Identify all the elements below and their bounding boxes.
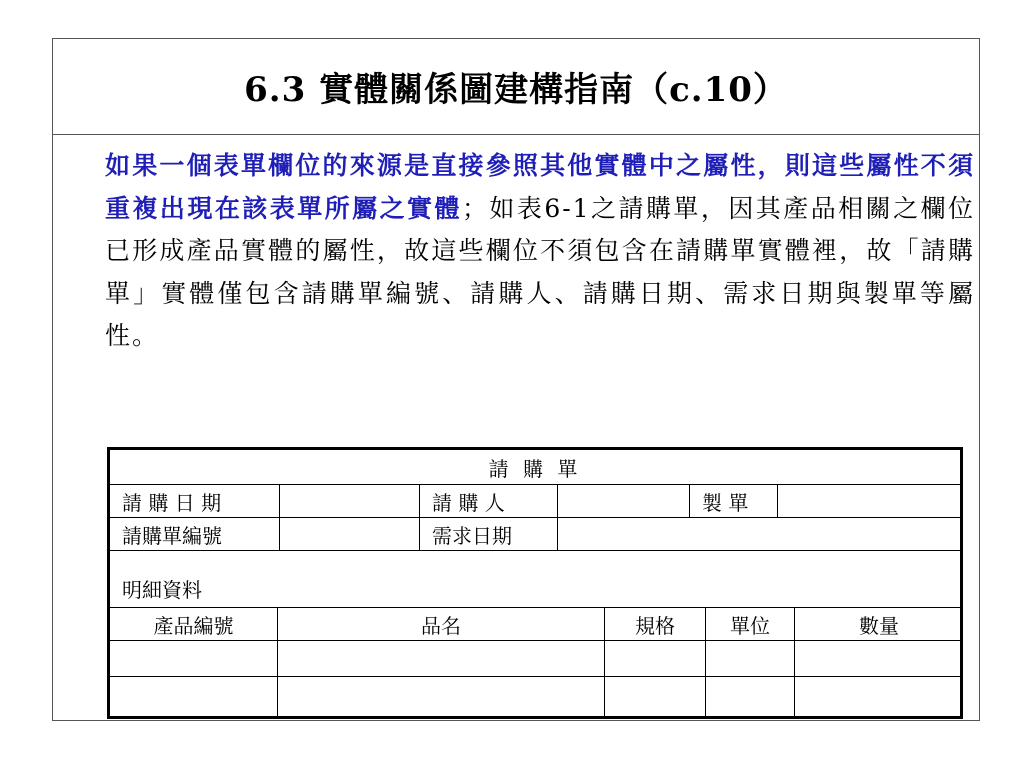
slide-title: 6.3 實體關係圖建構指南（c.10） [244, 70, 788, 110]
request-number-label: 請購單編號 [122, 523, 222, 548]
table-cell[interactable] [110, 677, 277, 716]
title-bar [53, 39, 979, 135]
detail-label-row [110, 551, 960, 608]
form-row-2 [110, 518, 960, 551]
table-cell[interactable] [604, 677, 705, 716]
table-cell[interactable] [705, 641, 794, 676]
need-date-value[interactable] [557, 518, 963, 550]
request-date-label: 請 購 日 期 [122, 490, 222, 515]
col-product-name: 品名 [277, 608, 604, 640]
maker-label: 製 單 [689, 485, 777, 517]
col-product-no: 產品編號 [153, 613, 234, 638]
table-cell[interactable] [277, 677, 604, 716]
table-cell[interactable] [110, 641, 277, 676]
table-cell[interactable] [794, 641, 963, 676]
col-spec: 規格 [604, 608, 705, 640]
requester-value[interactable] [557, 485, 689, 517]
table-row [110, 641, 960, 677]
form-row-1 [110, 485, 960, 518]
table-cell[interactable] [705, 677, 794, 716]
slide-frame [52, 38, 980, 721]
col-unit: 單位 [705, 608, 794, 640]
detail-label: 明細資料 [122, 578, 202, 602]
emphasis-text: 如果一個表單欄位的來源是直接參照其他實體中之屬性，則這些屬性不須重複出現在該表單所屬之實體 [105, 151, 975, 223]
table-cell[interactable] [794, 677, 963, 716]
table-row [110, 677, 960, 716]
body-paragraph [105, 145, 975, 358]
form-title-row [110, 450, 960, 485]
form-title: 請 購 單 [488, 456, 582, 481]
need-date-label: 需求日期 [419, 518, 557, 550]
requester-label: 請 購 人 [419, 485, 557, 517]
table-cell[interactable] [604, 641, 705, 676]
body-text-rest: ；如表6-1之請購單，因其產品相關之欄位已形成產品實體的屬性，故這些欄位不須包含在請購單實體裡，故「請購單」實體僅包含請購單編號、請購人、請購日期、需求日期與製單等屬性。 [105, 193, 975, 350]
purchase-requisition-form [107, 447, 963, 719]
request-number-value[interactable] [279, 518, 419, 550]
detail-header-row [110, 608, 960, 641]
table-cell[interactable] [277, 641, 604, 676]
col-quantity: 數量 [794, 608, 963, 640]
maker-value[interactable] [777, 485, 963, 517]
request-date-value[interactable] [279, 485, 419, 517]
